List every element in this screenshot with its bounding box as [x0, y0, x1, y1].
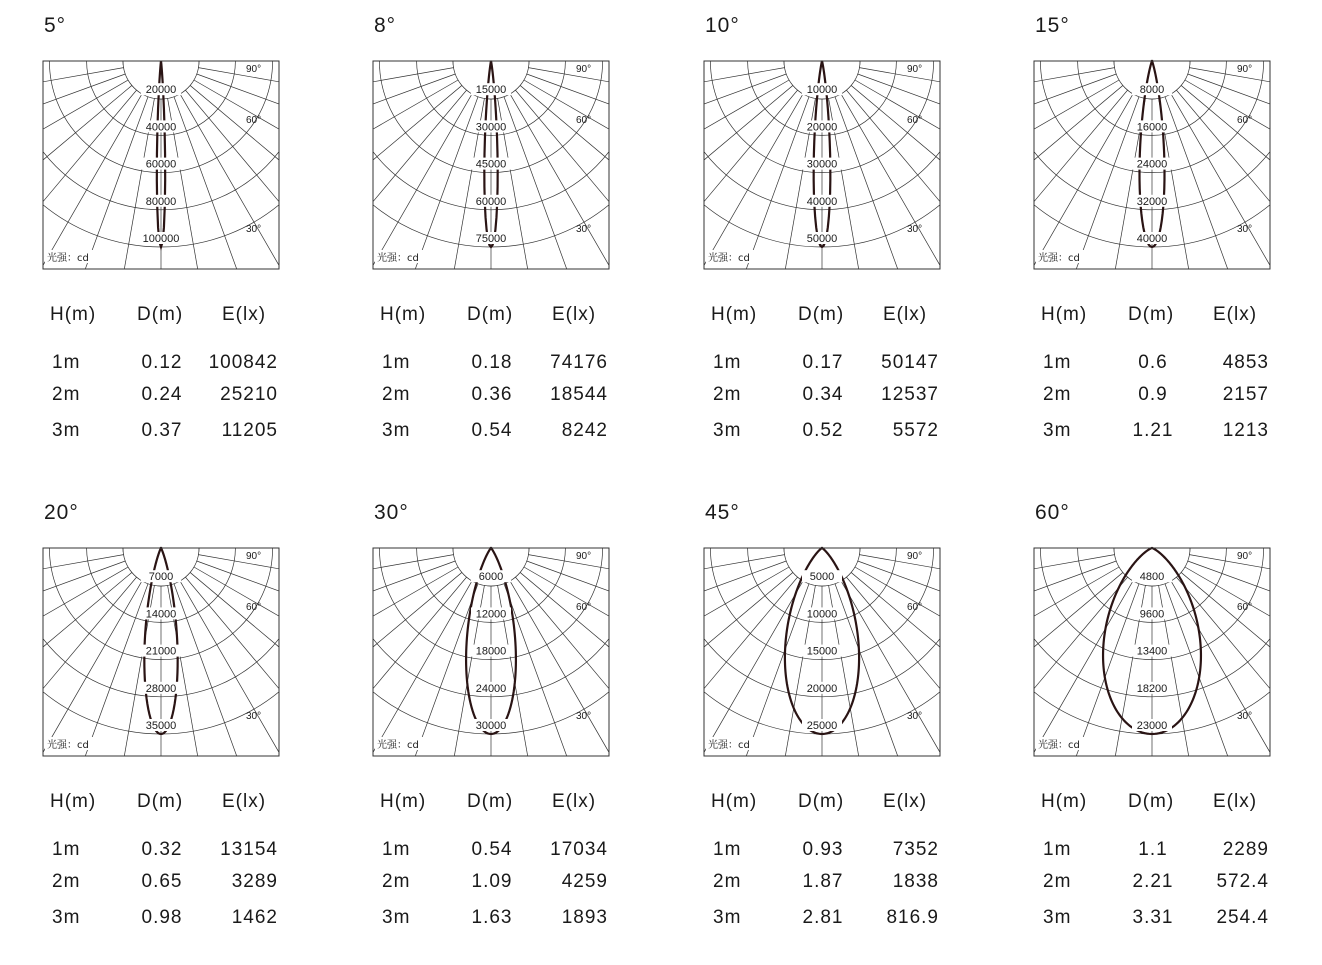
table-cell-height: 1m [713, 839, 742, 860]
table-header: E(lx) [1213, 791, 1258, 812]
beam-panel [42, 0, 342, 440]
table-cell-height: 2m [713, 871, 742, 892]
angle-mark-label: 60° [576, 115, 592, 126]
table-cell-illuminance: 8242 [561, 420, 608, 441]
table-header: D(m) [467, 791, 514, 812]
polar-intensity-chart [703, 547, 941, 757]
table-cell-diameter: 1.87 [802, 871, 844, 892]
table-header: H(m) [380, 791, 427, 812]
radial-tick-label: 30000 [806, 158, 838, 171]
angle-mark-label: 60° [1237, 602, 1253, 613]
radial-tick-label: 9600 [1139, 608, 1165, 621]
table-header: H(m) [711, 791, 758, 812]
table-header: D(m) [798, 304, 845, 325]
table-cell-illuminance: 25210 [220, 384, 278, 405]
table-cell-diameter: 0.9 [1138, 384, 1168, 405]
polar-intensity-chart [42, 60, 280, 270]
table-header: H(m) [50, 304, 97, 325]
radial-tick-label: 8000 [1139, 84, 1165, 97]
table-cell-diameter: 0.24 [141, 384, 183, 405]
beam-panel [372, 487, 672, 927]
radial-tick-label: 7000 [148, 571, 174, 584]
table-header: D(m) [137, 304, 184, 325]
polar-intensity-chart [1033, 547, 1271, 757]
intensity-unit-label: 光强：cd [708, 740, 750, 751]
table-cell-height: 1m [713, 352, 742, 373]
radial-tick-label: 40000 [806, 195, 838, 208]
angle-mark-label: 90° [907, 64, 923, 75]
grid-spoke [1188, 561, 1322, 685]
radial-tick-label: 24000 [1136, 158, 1168, 171]
table-cell-diameter: 0.37 [141, 420, 183, 441]
table-header: H(m) [711, 304, 758, 325]
angle-mark-label: 60° [246, 115, 262, 126]
beam-panel [703, 0, 1003, 440]
table-cell-diameter: 1.09 [471, 871, 513, 892]
angle-mark-label: 90° [907, 551, 923, 562]
polar-intensity-chart [372, 547, 610, 757]
angle-mark-label: 60° [907, 115, 923, 126]
radial-tick-label: 4800 [1139, 571, 1165, 584]
table-cell-height: 3m [1043, 907, 1072, 928]
table-header: E(lx) [883, 304, 928, 325]
angle-mark-label: 90° [246, 64, 262, 75]
table-cell-diameter: 0.54 [471, 420, 513, 441]
polar-intensity-chart [42, 547, 280, 757]
angle-mark-label: 90° [576, 64, 592, 75]
table-cell-illuminance: 1893 [561, 907, 608, 928]
table-cell-height: 3m [52, 420, 81, 441]
table-cell-illuminance: 5572 [892, 420, 939, 441]
table-header: H(m) [50, 791, 97, 812]
table-cell-diameter: 2.81 [802, 907, 844, 928]
table-cell-illuminance: 17034 [550, 839, 608, 860]
radial-tick-label: 14000 [145, 608, 177, 621]
radial-tick-label: 24000 [475, 682, 507, 695]
table-cell-height: 2m [713, 384, 742, 405]
radial-tick-label: 28000 [145, 682, 177, 695]
angle-mark-label: 30° [1237, 711, 1253, 722]
radial-tick-label: 18000 [475, 645, 507, 658]
table-cell-illuminance: 12537 [881, 384, 939, 405]
radial-tick-label: 60000 [475, 195, 507, 208]
radial-tick-label: 12000 [475, 608, 507, 621]
table-cell-diameter: 1.63 [471, 907, 513, 928]
table-cell-height: 2m [52, 384, 81, 405]
angle-mark-label: 60° [907, 602, 923, 613]
radial-tick-label: 75000 [475, 233, 507, 245]
table-header: D(m) [137, 791, 184, 812]
angle-mark-label: 90° [1237, 64, 1253, 75]
beam-panel [1033, 487, 1322, 927]
radial-tick-label: 6000 [478, 571, 504, 584]
beam-angle-title: 60° [1035, 501, 1070, 524]
table-header: E(lx) [222, 791, 267, 812]
polar-intensity-chart [1033, 60, 1271, 270]
radial-tick-label: 32000 [1136, 195, 1168, 208]
intensity-unit-label: 光强：cd [1038, 740, 1080, 751]
table-cell-height: 3m [52, 907, 81, 928]
table-cell-height: 2m [1043, 384, 1072, 405]
angle-mark-label: 60° [576, 602, 592, 613]
intensity-unit-label: 光强：cd [1038, 253, 1080, 264]
table-cell-illuminance: 11205 [221, 420, 278, 441]
table-cell-illuminance: 4853 [1222, 352, 1269, 373]
grid-spoke [0, 567, 128, 748]
beam-panel [1033, 0, 1322, 440]
radial-tick-label: 21000 [145, 645, 177, 658]
table-cell-illuminance: 7352 [892, 839, 939, 860]
radial-tick-label: 10000 [806, 608, 838, 621]
table-cell-diameter: 0.36 [471, 384, 513, 405]
radial-tick-label: 15000 [806, 645, 838, 658]
angle-mark-label: 30° [576, 224, 592, 235]
beam-angle-title: 15° [1035, 14, 1070, 37]
table-cell-height: 3m [713, 420, 742, 441]
intensity-unit-label: 光强：cd [377, 253, 419, 264]
table-cell-illuminance: 572.4 [1216, 871, 1269, 892]
table-cell-height: 1m [1043, 352, 1072, 373]
table-cell-height: 3m [1043, 420, 1072, 441]
table-cell-diameter: 0.12 [141, 352, 183, 373]
table-header: D(m) [798, 791, 845, 812]
table-cell-illuminance: 18544 [550, 384, 608, 405]
table-cell-diameter: 0.32 [141, 839, 183, 860]
radial-tick-label: 40000 [1136, 233, 1168, 245]
table-cell-diameter: 0.52 [802, 420, 844, 441]
beam-angle-title: 8° [374, 14, 397, 37]
table-cell-height: 3m [382, 420, 411, 441]
table-cell-illuminance: 1213 [1222, 420, 1269, 441]
table-cell-illuminance: 13154 [220, 839, 278, 860]
angle-mark-label: 90° [576, 551, 592, 562]
radial-tick-label: 23000 [1136, 720, 1168, 732]
grid-spoke [0, 80, 128, 261]
table-cell-height: 2m [1043, 871, 1072, 892]
polar-intensity-chart [703, 60, 941, 270]
table-cell-illuminance: 2289 [1222, 839, 1269, 860]
table-cell-diameter: 0.18 [471, 352, 513, 373]
table-cell-illuminance: 254.4 [1216, 907, 1269, 928]
radial-tick-label: 5000 [809, 571, 835, 584]
table-cell-diameter: 0.98 [141, 907, 183, 928]
radial-tick-label: 25000 [806, 720, 838, 732]
grid-spoke [0, 555, 124, 618]
table-cell-height: 1m [382, 352, 411, 373]
radial-tick-label: 30000 [475, 720, 507, 732]
angle-mark-label: 30° [246, 224, 262, 235]
intensity-unit-label: 光强：cd [377, 740, 419, 751]
table-cell-diameter: 0.17 [802, 352, 844, 373]
table-cell-diameter: 1.1 [1138, 839, 1168, 860]
table-cell-illuminance: 1462 [231, 907, 278, 928]
angle-mark-label: 90° [1237, 551, 1253, 562]
table-header: D(m) [1128, 791, 1175, 812]
angle-mark-label: 60° [1237, 115, 1253, 126]
table-header: E(lx) [552, 304, 597, 325]
table-cell-height: 2m [382, 384, 411, 405]
table-header: E(lx) [552, 791, 597, 812]
radial-tick-label: 80000 [145, 195, 177, 208]
radial-tick-label: 20000 [806, 121, 838, 134]
radial-tick-label: 10000 [806, 84, 838, 97]
radial-tick-label: 13400 [1136, 645, 1168, 658]
radial-tick-label: 35000 [145, 720, 177, 732]
beam-panel [372, 0, 672, 440]
table-header: D(m) [1128, 304, 1175, 325]
table-cell-illuminance: 2157 [1222, 384, 1269, 405]
angle-mark-label: 30° [907, 224, 923, 235]
table-cell-height: 3m [382, 907, 411, 928]
table-cell-diameter: 1.21 [1132, 420, 1174, 441]
table-cell-height: 2m [382, 871, 411, 892]
radial-tick-label: 20000 [145, 84, 177, 97]
table-header: H(m) [1041, 304, 1088, 325]
table-cell-diameter: 0.6 [1138, 352, 1168, 373]
table-header: H(m) [1041, 791, 1088, 812]
beam-angle-title: 30° [374, 501, 409, 524]
beam-angle-title: 5° [44, 14, 67, 37]
intensity-unit-label: 光强：cd [47, 740, 89, 751]
radial-tick-label: 20000 [806, 682, 838, 695]
radial-tick-label: 50000 [806, 233, 838, 245]
angle-mark-label: 30° [1237, 224, 1253, 235]
table-header: D(m) [467, 304, 514, 325]
table-header: H(m) [380, 304, 427, 325]
table-cell-diameter: 0.65 [141, 871, 183, 892]
table-cell-height: 1m [52, 352, 81, 373]
angle-mark-label: 60° [246, 602, 262, 613]
beam-angle-title: 20° [44, 501, 79, 524]
table-cell-height: 1m [52, 839, 81, 860]
beam-panel [703, 487, 1003, 927]
angle-mark-label: 30° [246, 711, 262, 722]
beam-panel [42, 487, 342, 927]
table-cell-height: 2m [52, 871, 81, 892]
grid-spoke [0, 68, 124, 131]
radial-tick-label: 100000 [142, 233, 180, 245]
radial-tick-label: 30000 [475, 121, 507, 134]
table-cell-illuminance: 50147 [881, 352, 939, 373]
angle-mark-label: 30° [907, 711, 923, 722]
grid-spoke [1188, 74, 1322, 198]
table-header: E(lx) [883, 791, 928, 812]
table-cell-illuminance: 4259 [561, 871, 608, 892]
table-header: E(lx) [222, 304, 267, 325]
polar-intensity-chart [372, 60, 610, 270]
table-cell-diameter: 3.31 [1132, 907, 1174, 928]
table-header: E(lx) [1213, 304, 1258, 325]
table-cell-diameter: 0.54 [471, 839, 513, 860]
beam-angle-title: 45° [705, 501, 740, 524]
intensity-unit-label: 光强：cd [47, 253, 89, 264]
table-cell-height: 1m [1043, 839, 1072, 860]
table-cell-illuminance: 816.9 [886, 907, 939, 928]
table-cell-diameter: 0.93 [802, 839, 844, 860]
table-cell-illuminance: 100842 [208, 352, 278, 373]
table-cell-height: 1m [382, 839, 411, 860]
radial-tick-label: 45000 [475, 158, 507, 171]
radial-tick-label: 18200 [1136, 682, 1168, 695]
beam-angle-title: 10° [705, 14, 740, 37]
table-cell-illuminance: 74176 [550, 352, 608, 373]
table-cell-diameter: 0.34 [802, 384, 844, 405]
angle-mark-label: 90° [246, 551, 262, 562]
table-cell-diameter: 2.21 [1132, 871, 1174, 892]
table-cell-illuminance: 3289 [231, 871, 278, 892]
table-cell-illuminance: 1838 [892, 871, 939, 892]
radial-tick-label: 16000 [1136, 121, 1168, 134]
table-cell-height: 3m [713, 907, 742, 928]
radial-tick-label: 40000 [145, 121, 177, 134]
radial-tick-label: 60000 [145, 158, 177, 171]
intensity-unit-label: 光强：cd [708, 253, 750, 264]
angle-mark-label: 30° [576, 711, 592, 722]
radial-tick-label: 15000 [475, 84, 507, 97]
